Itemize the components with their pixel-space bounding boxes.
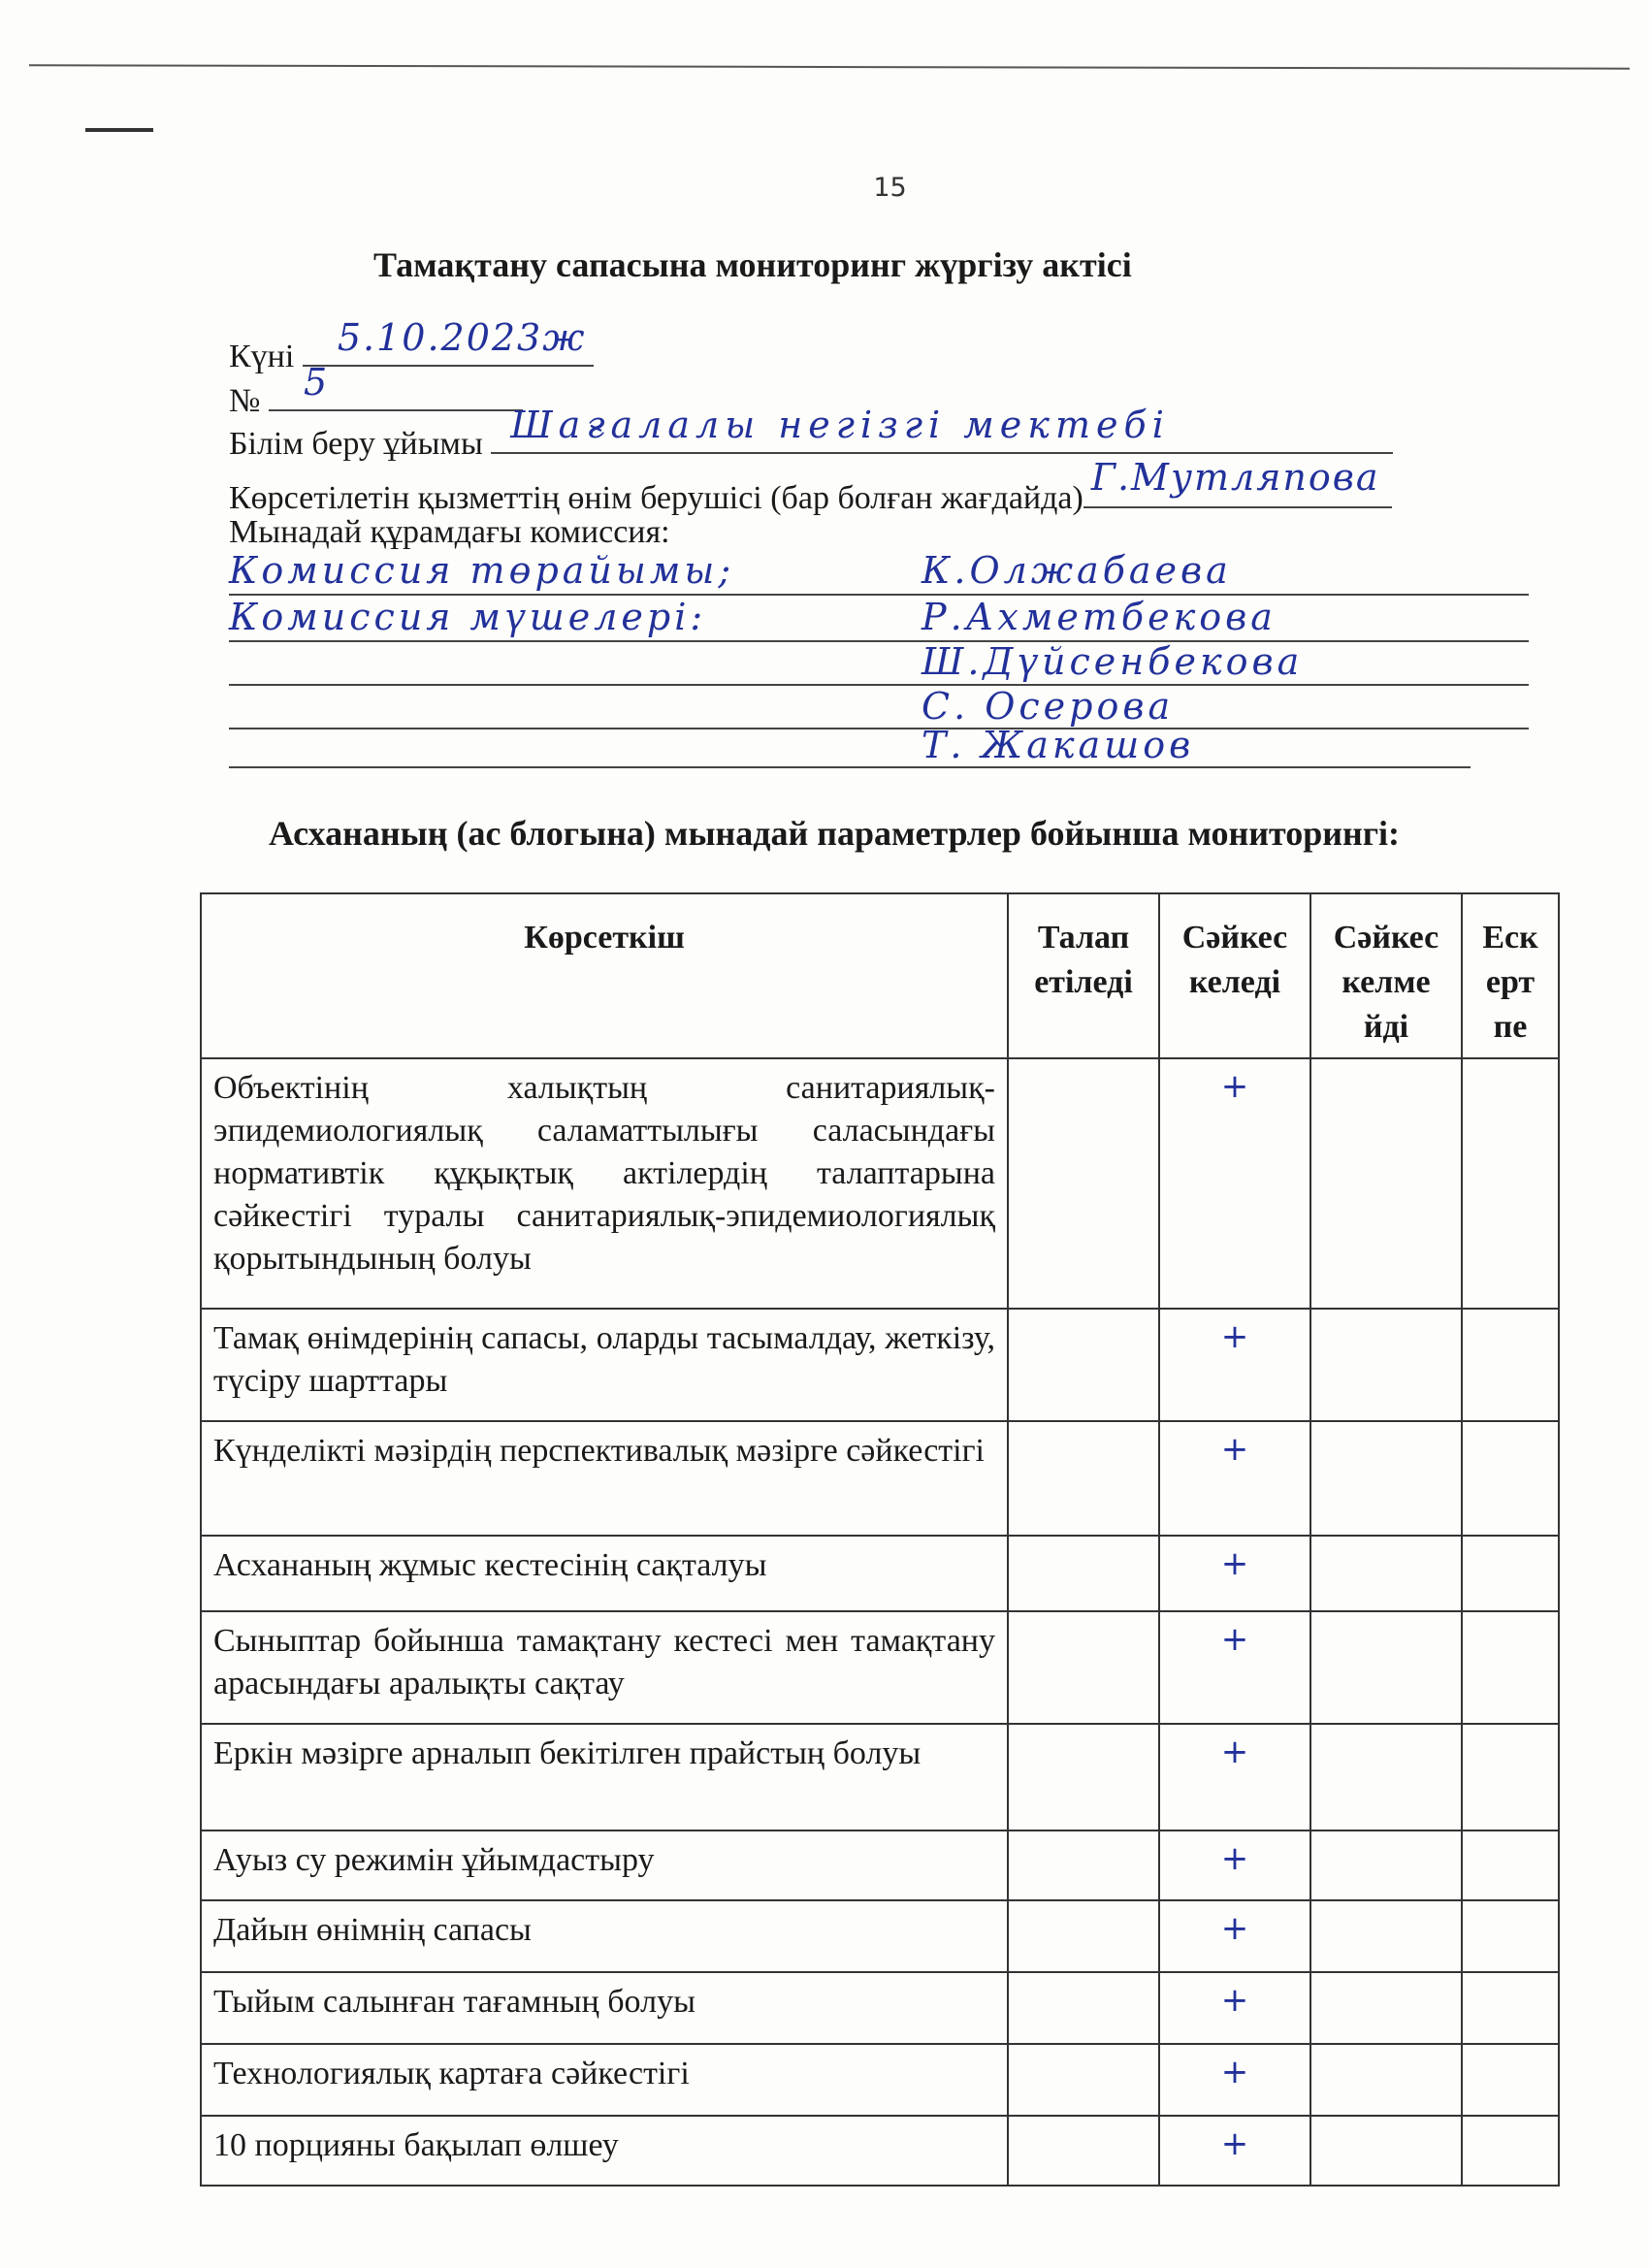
commission-line	[229, 684, 1529, 686]
number-label: №	[229, 383, 261, 419]
date-label: Күні	[229, 339, 295, 374]
commission-role: Комиссия мүшелері:	[229, 596, 707, 638]
compliant-cell[interactable]: +	[1159, 1309, 1310, 1421]
provider-field[interactable]	[1083, 456, 1392, 508]
noncompliant-cell[interactable]	[1310, 1421, 1462, 1536]
note-cell[interactable]	[1462, 1724, 1559, 1831]
required-cell[interactable]	[1008, 1536, 1159, 1611]
required-cell[interactable]	[1008, 1309, 1159, 1421]
compliant-cell[interactable]: +	[1159, 2044, 1310, 2116]
indicator-cell: Тамақ өнімдерінің сапасы, оларды тасымалдау, жеткізу, түсіру шарттары	[201, 1309, 1008, 1421]
required-cell[interactable]	[1008, 1421, 1159, 1536]
header-indicator: Көрсеткіш	[201, 893, 1008, 1058]
provider-row	[229, 456, 1392, 517]
noncompliant-cell[interactable]	[1310, 1724, 1462, 1831]
header-compliant: Сәйкес келеді	[1159, 893, 1310, 1058]
note-cell[interactable]	[1462, 2116, 1559, 2186]
organization-value: Шағалалы негізгі мектебі	[510, 404, 1170, 446]
note-cell[interactable]	[1462, 1309, 1559, 1421]
indicator-cell: 10 порцияны бақылап өлшеу	[201, 2116, 1008, 2186]
compliant-cell[interactable]: +	[1159, 2116, 1310, 2186]
section-subtitle: Асхананың (ас блогына) мынадай параметрлер бойынша мониторингі:	[269, 814, 1401, 853]
noncompliant-cell[interactable]	[1310, 1972, 1462, 2044]
document-title: Тамақтану сапасына мониторинг жүргізу актісі	[373, 245, 1132, 284]
table-row	[201, 1058, 1559, 1309]
table-row	[201, 2044, 1559, 2116]
table-row	[201, 1972, 1559, 2044]
provider-label: Көрсетілетін қызметтің өнім берушісі (бар болған жағдайда)	[229, 480, 1083, 516]
required-cell[interactable]	[1008, 2116, 1159, 2186]
compliant-cell[interactable]: +	[1159, 1611, 1310, 1724]
noncompliant-cell[interactable]	[1310, 1536, 1462, 1611]
compliant-cell[interactable]: +	[1159, 1536, 1310, 1611]
commission-member-name: С. Осерова	[922, 685, 1175, 728]
required-cell[interactable]	[1008, 2044, 1159, 2116]
indicator-cell: Еркін мәзірге арналып бекітілген прайстың болуы	[201, 1724, 1008, 1831]
table-row	[201, 1900, 1559, 1972]
compliant-cell[interactable]: +	[1159, 1972, 1310, 2044]
organization-label: Білім беру ұйымы	[229, 426, 483, 462]
required-cell[interactable]	[1008, 1831, 1159, 1900]
required-cell[interactable]	[1008, 1900, 1159, 1972]
commission-label: Мынадай құрамдағы комиссия:	[229, 514, 670, 550]
compliant-cell[interactable]: +	[1159, 1421, 1310, 1536]
provider-value: Г.Мутляпова	[1090, 456, 1380, 499]
organization-field[interactable]	[491, 404, 1393, 454]
commission-member-name: К.Олжабаева	[922, 549, 1232, 592]
note-cell[interactable]	[1462, 1900, 1559, 1972]
number-value: 5	[303, 361, 330, 404]
note-cell[interactable]	[1462, 1058, 1559, 1309]
scan-edge-line	[29, 64, 1630, 69]
compliant-cell[interactable]: +	[1159, 1900, 1310, 1972]
noncompliant-cell[interactable]	[1310, 1831, 1462, 1900]
noncompliant-cell[interactable]	[1310, 1058, 1462, 1309]
table-row	[201, 1309, 1559, 1421]
indicator-cell: Асхананың жұмыс кестесінің сақталуы	[201, 1536, 1008, 1611]
required-cell[interactable]	[1008, 1972, 1159, 2044]
table-row	[201, 1724, 1559, 1831]
commission-role: Комиссия төрайымы;	[229, 549, 735, 592]
indicator-cell: Сыныптар бойынша тамақтану кестесі мен тамақтану арасындағы аралықты сақтау	[201, 1611, 1008, 1724]
compliant-cell[interactable]: +	[1159, 1724, 1310, 1831]
note-cell[interactable]	[1462, 1536, 1559, 1611]
number-row	[229, 361, 523, 420]
commission-member-name: Р.Ахметбекова	[922, 596, 1277, 638]
table-row	[201, 1831, 1559, 1900]
note-cell[interactable]	[1462, 1972, 1559, 2044]
note-cell[interactable]	[1462, 1421, 1559, 1536]
indicator-cell: Объектінің халықтың санитариялық-эпидемиологиялық саламаттылығы саласындағы нормативтік құқықтық актілердің талаптарына сәйкестігі туралы санитариялық-эпидемиологиялық қорытындының болуы	[201, 1058, 1008, 1309]
header-required: Талап етіледі	[1008, 893, 1159, 1058]
scan-mark	[85, 128, 153, 132]
commission-line	[229, 640, 1529, 642]
note-cell[interactable]	[1462, 1831, 1559, 1900]
required-cell[interactable]	[1008, 1058, 1159, 1309]
noncompliant-cell[interactable]	[1310, 1900, 1462, 1972]
table-row	[201, 1421, 1559, 1536]
note-cell[interactable]	[1462, 2044, 1559, 2116]
page-number: 15	[873, 173, 907, 203]
indicator-cell: Күнделікті мәзірдің перспективалық мәзірге сәйкестігі	[201, 1421, 1008, 1536]
table-header-row	[201, 893, 1559, 1058]
commission-member-name: Ш.Дүйсенбекова	[922, 640, 1304, 683]
indicator-cell: Тыйым салынған тағамның болуы	[201, 1972, 1008, 2044]
date-value: 5.10.2023ж	[337, 316, 587, 359]
date-row	[229, 316, 594, 375]
commission-line	[229, 766, 1471, 768]
number-field[interactable]	[269, 361, 523, 411]
noncompliant-cell[interactable]	[1310, 2116, 1462, 2186]
compliant-cell[interactable]: +	[1159, 1831, 1310, 1900]
indicator-cell: Дайын өнімнің сапасы	[201, 1900, 1008, 1972]
noncompliant-cell[interactable]	[1310, 2044, 1462, 2116]
header-noncompliant: Сәйкес келме йді	[1310, 893, 1462, 1058]
commission-line	[229, 728, 1529, 729]
noncompliant-cell[interactable]	[1310, 1611, 1462, 1724]
commission-member-name: Т. Жакашов	[922, 724, 1195, 766]
table-row	[201, 1611, 1559, 1724]
note-cell[interactable]	[1462, 1611, 1559, 1724]
required-cell[interactable]	[1008, 1611, 1159, 1724]
monitoring-table	[200, 892, 1560, 2187]
noncompliant-cell[interactable]	[1310, 1309, 1462, 1421]
header-note: Еск ерт пе	[1462, 893, 1559, 1058]
compliant-cell[interactable]: +	[1159, 1058, 1310, 1309]
indicator-cell: Ауыз су режимін ұйымдастыру	[201, 1831, 1008, 1900]
table-row	[201, 1536, 1559, 1611]
date-field[interactable]	[303, 316, 594, 367]
table-row	[201, 2116, 1559, 2186]
indicator-cell: Технологиялық картаға сәйкестігі	[201, 2044, 1008, 2116]
required-cell[interactable]	[1008, 1724, 1159, 1831]
